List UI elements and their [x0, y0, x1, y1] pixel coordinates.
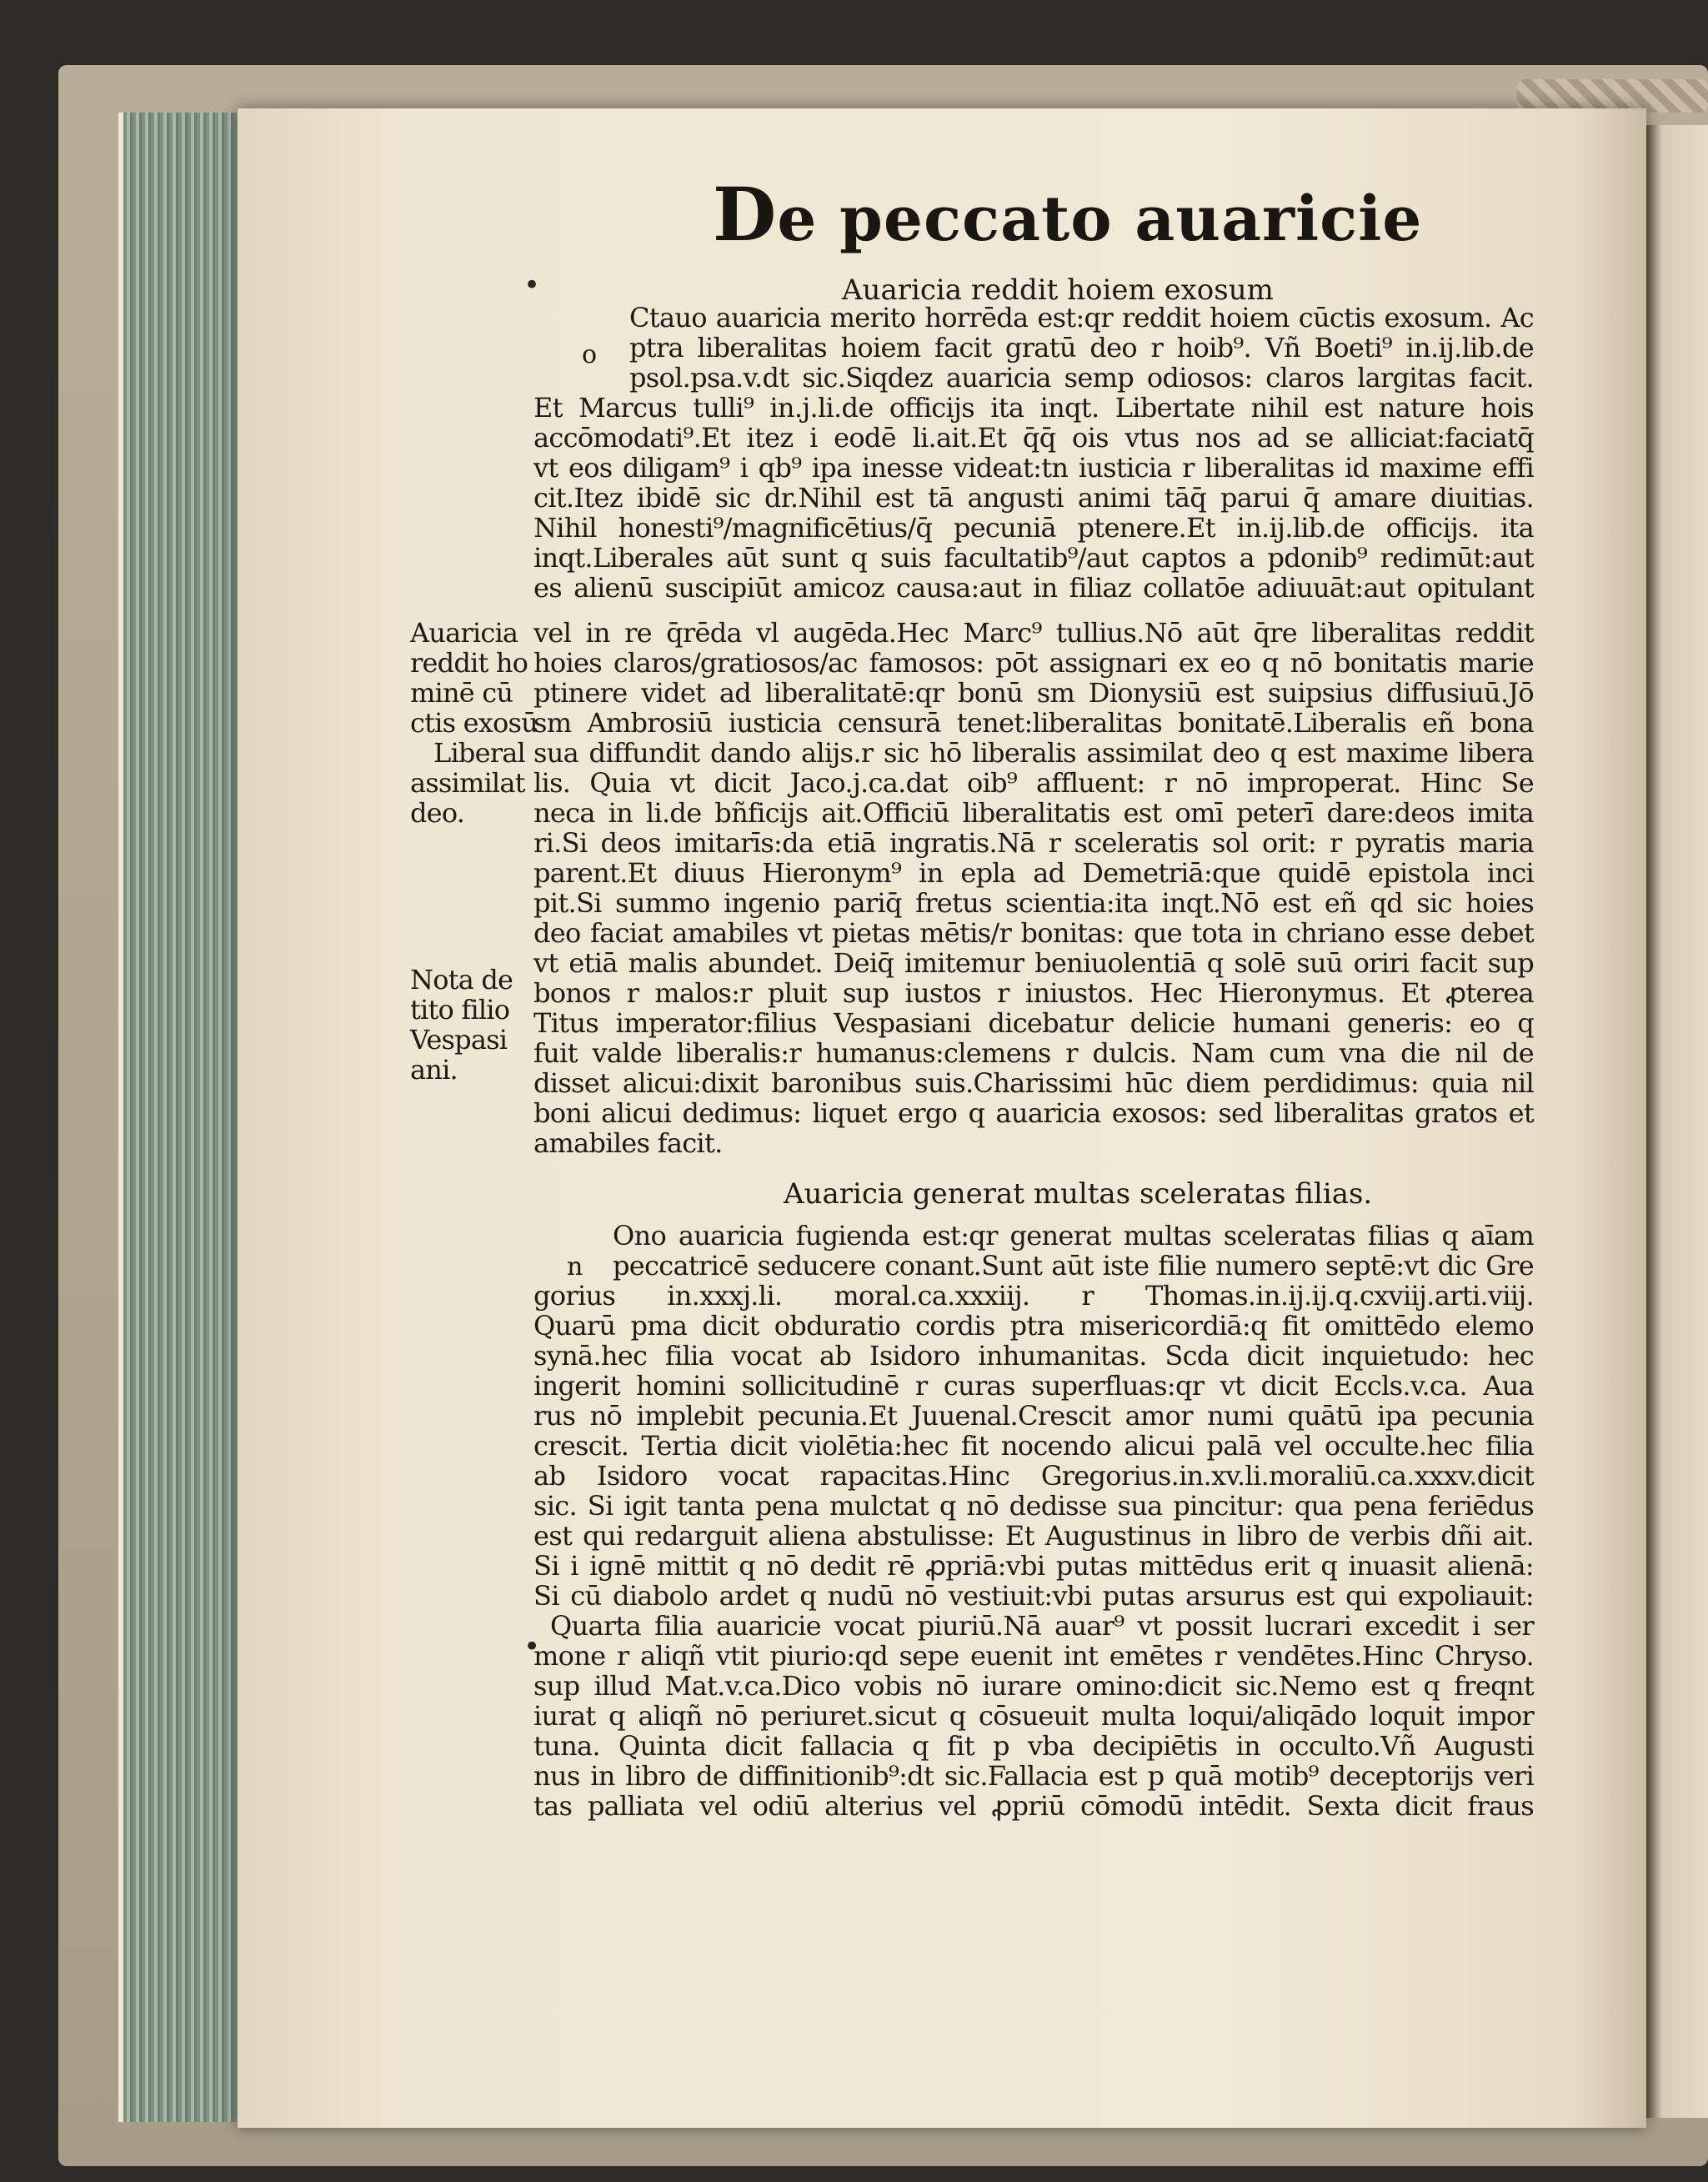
body-line: vel in re q̄rēda vl augēda.Hec Marc⁹ tullius.Nō aūt q̄re liberalitas reddit — [533, 617, 1534, 649]
body-line: mone r aliqñ vtit piurio:qd sepe euenit int emētes r vendētes.Hinc Chryso. — [533, 1640, 1534, 1672]
body-line: psol.psa.v.dt sic.Siqdez auaricia semp odiosos: claros largitas facit. — [629, 362, 1534, 394]
body-line: Si i ignē mittit q nō dedit rē ꝓpriā:vbi putas mittēdus erit q inuasit alienā: — [533, 1550, 1534, 1582]
body-line: est qui redarguit aliena abstulisse: Et Augustinus in libro de verbis dñi ait. — [533, 1520, 1534, 1552]
margin-note-line: ctis exosū — [410, 707, 538, 739]
body-line: Et Marcus tulli⁹ in.j.li.de officijs ita inqt. Libertate nihil est nature hois — [533, 392, 1534, 424]
body-line: parent.Et diuus Hieronym⁹ in epla ad Demetriā:que quidē epistola inci — [533, 857, 1534, 889]
guide-letter: o — [582, 340, 598, 369]
margin-note-line: deo. — [410, 797, 465, 829]
margin-note-line: Liberal — [433, 737, 525, 769]
body-line: bonos r malos:r pluit sup iustos r iniustos. Hec Hieronymus. Et ꝓterea — [533, 977, 1534, 1009]
body-line: disset alicui:dixit baronibus suis.Charissimi hūc diem perdidimus: quia nil — [533, 1067, 1534, 1099]
ink-mark: • — [523, 268, 541, 302]
margin-note-line: assimilat — [410, 767, 525, 799]
section-heading: Auaricia reddit hoiem exosum — [842, 273, 1274, 307]
body-line: fuit valde liberalis:r humanus:clemens r dulcis. Nam cum vna die nil de — [533, 1037, 1534, 1069]
body-line: peccatricē seducere conant.Sunt aūt iste filie numero septē:vt dic Gre — [613, 1250, 1534, 1282]
title-initial: D — [713, 171, 778, 258]
margin-note-line: Auaricia — [410, 617, 518, 649]
facing-page-edge — [1646, 125, 1708, 2118]
body-line: vt eos diligam⁹ i qb⁹ ipa inesse videat:tn iusticia r liberalitas id maxime effi — [533, 452, 1534, 484]
body-line: lis. Quia vt dicit Jaco.j.ca.dat oib⁹ affluent: r nō improperat. Hinc Se — [533, 767, 1534, 799]
margin-note-line: tito filio — [410, 994, 510, 1026]
body-line: Quarū pma dicit obduratio cordis ptra misericordiā:q fit omittēdo elemo — [533, 1310, 1534, 1342]
margin-note-line: Nota de — [410, 964, 513, 996]
body-line: crescit. Tertia dicit violētia:hec fit nocendo alicui palā vel occulte.hec filia — [533, 1430, 1534, 1462]
body-line: Quarta filia auaricie vocat piuriū.Nā auar⁹ vt possit lucrari excedit i ser — [550, 1610, 1534, 1642]
margin-note-line: reddit ho — [410, 647, 528, 679]
body-line: nus in libro de diffinitionib⁹:dt sic.Fallacia est p quā motib⁹ deceptorijs veri — [533, 1760, 1534, 1792]
book-spine-strip — [1517, 79, 1708, 113]
body-line: cit.Itez ibidē sic dr.Nihil est tā angusti animi tāq̄ parui q̄ amare diuitias. — [533, 482, 1534, 514]
body-line: Titus imperator:filius Vespasiani dicebatur delicie humani generis: eo q — [533, 1007, 1534, 1039]
body-line: Si cū diabolo ardet q nudū nō vestiuit:vbi putas arsurus est qui expoliauit: — [533, 1580, 1534, 1612]
page-edges — [118, 113, 240, 2122]
body-line: iurat q aliqñ nō periuret.sicut q cōsueuit multa loqui/aliqādo loquit impor — [533, 1700, 1534, 1732]
body-line: neca in li.de bñficijs ait.Officiū liberalitatis est omī peterī dare:deos imita — [533, 797, 1534, 829]
body-line: vt etiā malis abundet. Deiq̄ imitemur beniuolentiā q solē suū oriri facit sup — [533, 947, 1534, 979]
title-text: e peccato auaricie — [777, 183, 1423, 255]
ink-mark: • — [523, 1630, 541, 1663]
section-heading: Auaricia generat multas sceleratas filias. — [784, 1177, 1373, 1211]
page-title — [713, 171, 1423, 258]
body-line: rus nō implebit pecunia.Et Juuenal.Crescit amor numi quātū ipa pecunia — [533, 1400, 1534, 1432]
body-line: boni alicui dedimus: liquet ergo q auaricia exosos: sed liberalitas gratos et — [533, 1097, 1534, 1129]
body-line: tuna. Quinta dicit fallacia q fit p vba decipiētis in occulto.Vñ Augusti — [533, 1730, 1534, 1762]
body-line: accōmodati⁹.Et itez i eodē li.ait.Et q̄q̄ ois vtus nos ad se alliciat:faciatq̄ — [533, 422, 1534, 454]
body-line: synā.hec filia vocat ab Isidoro inhumanitas. Scda dicit inquietudo: hec — [533, 1340, 1534, 1372]
body-line: ptra liberalitas hoiem facit gratū deo r hoib⁹. Vñ Boeti⁹ in.ij.lib.de — [629, 332, 1534, 364]
margin-note-line: ani. — [410, 1054, 458, 1086]
body-line: inqt.Liberales aūt sunt q suis facultatib⁹/aut captos a pdonib⁹ redimūt:aut — [533, 542, 1534, 574]
margin-note-line: Vespasi — [410, 1024, 508, 1056]
body-line: sic. Si igit tanta pena mulctat q nō dedisse sua pincitur: qua pena feriēdus — [533, 1490, 1534, 1522]
body-line: sm Ambrosiū iusticia censurā tenet:liberalitas bonitatē.Liberalis eñ bona — [533, 707, 1534, 739]
body-line: Nihil honesti⁹/magnificētius/q̄ pecuniā ptenere.Et in.ij.lib.de officijs. ita — [533, 512, 1534, 544]
body-line: ab Isidoro vocat rapacitas.Hinc Gregorius.in.xv.li.moraliū.ca.xxxv.dicit — [533, 1460, 1534, 1492]
body-line: es alienū suscipiūt amicoz causa:aut in filiaz collatōe adiuuāt:aut opitulant — [533, 572, 1534, 604]
body-line: Ctauo auaricia merito horrēda est:qr reddit hoiem cūctis exosum. Ac — [629, 302, 1534, 334]
body-line: ptinere videt ad liberalitatē:qr bonū sm Dionysiū est suipsius diffusiuū.Jō — [533, 677, 1534, 709]
body-line: gorius in.xxxj.li. moral.ca.xxxiij. r Thomas.in.ij.ij.q.cxviij.arti.viij. — [533, 1280, 1534, 1312]
body-line: deo faciat amabiles vt pietas mētis/r bonitas: que tota in chriano esse debet — [533, 917, 1534, 949]
body-line: hoies claros/gratiosos/ac famosos: pōt assignari ex eo q nō bonitatis marie — [533, 647, 1534, 679]
body-line: ingerit homini sollicitudinē r curas superfluas:qr vt dicit Eccls.v.ca. Aua — [533, 1370, 1534, 1402]
body-line: sup illud Mat.v.ca.Dico vobis nō iurare omino:dicit sic.Nemo est q freqnt — [533, 1670, 1534, 1702]
body-line: sua diffundit dando alijs.r sic hō liberalis assimilat deo q est maxime libera — [533, 737, 1534, 769]
guide-letter: n — [567, 1252, 584, 1282]
body-line: tas palliata vel odiū alterius vel ꝓpriū cōmodū intēdit. Sexta dicit fraus — [533, 1790, 1534, 1822]
body-line: Ono auaricia fugienda est:qr generat multas sceleratas filias q aīam — [613, 1220, 1534, 1252]
body-line: ri.Si deos imitarīs:da etiā ingratis.Nā r sceleratis sol orit: r pyratis maria — [533, 827, 1534, 859]
margin-note-line: minē cū — [410, 677, 513, 709]
body-line: pit.Si summo ingenio pariq̄ fretus scientia:ita inqt.Nō est eñ qd sic hoies — [533, 887, 1534, 919]
body-line: amabiles facit. — [533, 1127, 723, 1159]
